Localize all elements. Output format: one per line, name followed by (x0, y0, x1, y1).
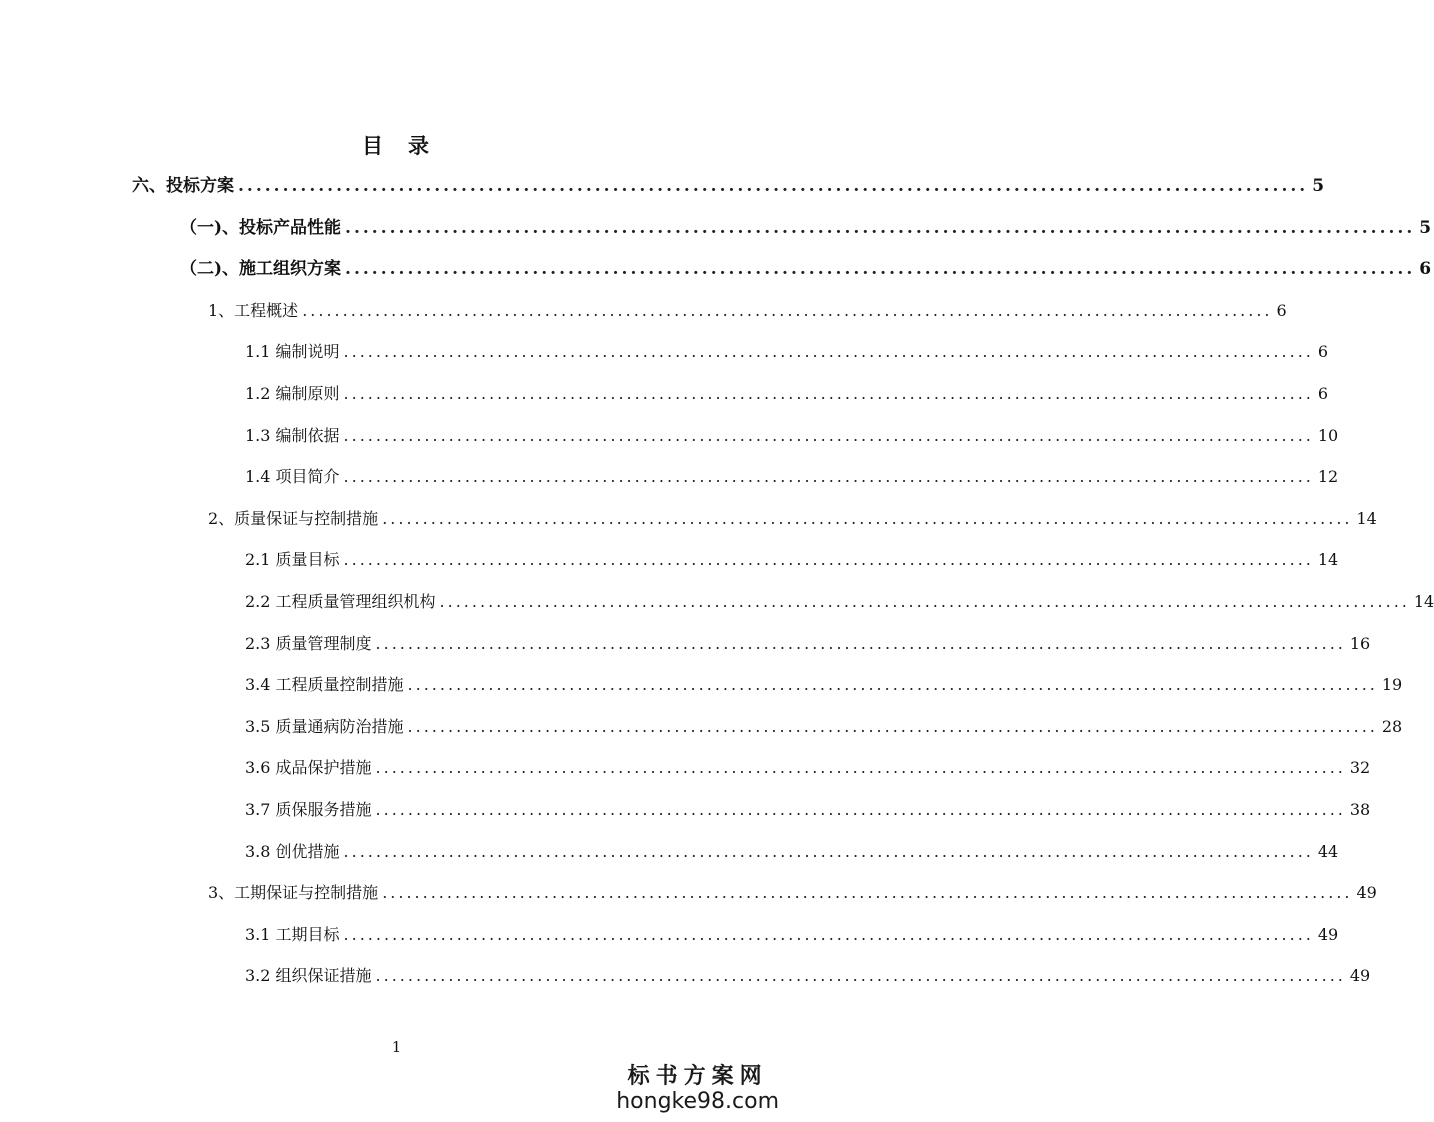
toc-dot-leader: ........................................................................................................................ (439, 592, 1410, 611)
toc-entry[interactable] (245, 423, 1339, 449)
toc-entry[interactable] (245, 963, 1371, 989)
toc-dot-leader: ........................................................................................................................ (375, 758, 1346, 777)
watermark-name: 标书方案网 (627, 1063, 768, 1089)
toc-entry[interactable] (245, 672, 1403, 698)
toc-dot-leader: ........................................................................................................................ (382, 509, 1353, 528)
toc-dot-leader: ........................................................................................................................ (343, 342, 1314, 361)
toc-entry[interactable] (208, 506, 1377, 532)
toc-dot-leader: ........................................................................................................................ (343, 384, 1314, 403)
toc-entry-page: 14 (1317, 550, 1339, 569)
toc-entry-label: 2.2 工程质量管理组织机构 (245, 592, 436, 611)
toc-dot-leader: ........................................................................................................................ (345, 259, 1416, 279)
toc-entry-page: 38 (1349, 800, 1371, 819)
toc-entry-label: 六、投标方案 (132, 176, 234, 196)
toc-entry-label: 3.4 工程质量控制措施 (245, 675, 404, 694)
watermark-url: hongke98.com (616, 1089, 779, 1114)
toc-entry-label: 1.4 项目简介 (245, 467, 340, 486)
toc-entry-page: 12 (1317, 467, 1339, 486)
toc-dot-leader: ........................................................................................................................ (375, 634, 1346, 653)
toc-entry[interactable] (245, 797, 1371, 823)
toc-dot-leader: ........................................................................................................................ (302, 301, 1273, 320)
toc-entry-page: 28 (1381, 717, 1403, 736)
toc-entry[interactable] (245, 922, 1339, 948)
toc-entry-label: 3.2 组织保证措施 (245, 966, 372, 985)
toc-dot-leader: ........................................................................................................................ (343, 467, 1314, 486)
toc-entry-page: 14 (1356, 509, 1377, 528)
toc-entry-page: 16 (1349, 634, 1371, 653)
toc-dot-leader: ........................................................................................................................ (375, 966, 1346, 985)
toc-entry-page: 14 (1413, 592, 1434, 611)
toc-entry[interactable] (245, 589, 1434, 615)
toc-entry-page: 6 (1317, 342, 1329, 361)
toc-entry[interactable] (245, 631, 1371, 657)
toc-entry-page: 5 (1312, 176, 1325, 196)
toc-entry-label: 2.3 质量管理制度 (245, 634, 372, 653)
toc-entry[interactable] (180, 256, 1432, 282)
toc-entry-page: 49 (1356, 883, 1377, 902)
toc-entry[interactable] (208, 298, 1287, 324)
toc-entry[interactable] (245, 714, 1403, 740)
toc-entry[interactable] (245, 547, 1339, 573)
toc-entry-label: 3.5 质量通病防治措施 (245, 717, 404, 736)
toc-entry-label: 1.2 编制原则 (245, 384, 340, 403)
toc-entry-page: 49 (1317, 925, 1339, 944)
toc-entry-label: （二)、施工组织方案 (180, 259, 342, 279)
toc-entry-label: 3、工期保证与控制措施 (208, 883, 379, 902)
toc-entry-label: （一)、投标产品性能 (180, 218, 342, 238)
toc-entry[interactable] (208, 880, 1377, 906)
toc-entry-label: 1.1 编制说明 (245, 342, 340, 361)
toc-dot-leader: ........................................................................................................................ (382, 883, 1353, 902)
toc-dot-leader: ........................................................................................................................ (343, 426, 1314, 445)
toc-entry-label: 1、工程概述 (208, 301, 299, 320)
toc-dot-leader: ........................................................................................................................ (343, 842, 1314, 861)
toc-entry[interactable] (245, 339, 1329, 365)
toc-dot-leader: ........................................................................................................................ (343, 550, 1314, 569)
toc-entry[interactable] (245, 755, 1371, 781)
page-number: 1 (391, 1038, 402, 1056)
toc-entry-page: 6 (1276, 301, 1287, 320)
toc-entry-label: 3.6 成品保护措施 (245, 758, 372, 777)
watermark-logo (616, 1059, 779, 1114)
toc-entry-page: 44 (1317, 842, 1339, 861)
toc-entry-label: 2.1 质量目标 (245, 550, 340, 569)
toc-entry-page: 5 (1419, 218, 1432, 238)
toc-dot-leader: ........................................................................................................................ (238, 176, 1309, 196)
toc-entry-page: 19 (1381, 675, 1403, 694)
toc-entry[interactable] (245, 381, 1329, 407)
toc-entry-page: 10 (1317, 426, 1339, 445)
toc-entry-label: 3.8 创优措施 (245, 842, 340, 861)
toc-dot-leader: ........................................................................................................................ (407, 717, 1378, 736)
toc-entry[interactable] (245, 839, 1339, 865)
toc-entry-label: 3.1 工期目标 (245, 925, 340, 944)
toc-entry-label: 1.3 编制依据 (245, 426, 340, 445)
toc-entry-page: 49 (1349, 966, 1371, 985)
toc-entry-label: 3.7 质保服务措施 (245, 800, 372, 819)
toc-dot-leader: ........................................................................................................................ (345, 218, 1416, 238)
toc-entry-label: 2、质量保证与控制措施 (208, 509, 379, 528)
toc-entry[interactable] (180, 215, 1432, 241)
toc-entry-page: 6 (1419, 259, 1432, 279)
toc-dot-leader: ........................................................................................................................ (343, 925, 1314, 944)
toc-title: 目 录 (362, 133, 431, 158)
toc-dot-leader: ........................................................................................................................ (407, 675, 1378, 694)
toc-entry[interactable] (245, 464, 1339, 490)
toc-entry[interactable] (132, 173, 1325, 199)
toc-dot-leader: ........................................................................................................................ (375, 800, 1346, 819)
toc-entry-page: 32 (1349, 758, 1371, 777)
toc-entry-page: 6 (1317, 384, 1329, 403)
